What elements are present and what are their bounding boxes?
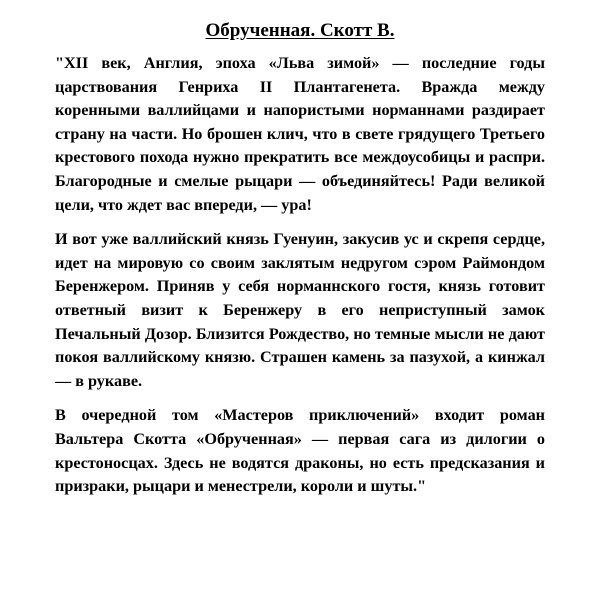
paragraph-3: В очередной том «Мастеров приключений» входит роман Вальтера Скотта «Обрученная» — первая сага из дилогии о крестоносцах. Здесь не водятся драконы, но есть предсказания и призраки, рыцари и менестрели, короли и шуты." [55, 406, 545, 496]
paragraph-2: И вот уже валлийский князь Гуенуин, закусив ус и скрепя сердце, идет на мировую со своим заклятым недругом сэром Раймондом Беренжером. Приняв у себя норманнского гостя, князь готовит ответный визит к Беренжеру в его неприступный замок Печальный Дозор. Близится Рождество, но темные мысли не дают покоя валлийскому князю. Страшен камень за пазухой, а кинжал — в рукаве. [55, 230, 545, 390]
document-title: Обрученная. Скотт В. [205, 20, 395, 41]
paragraph-1: "XII век, Англия, эпоха «Льва зимой» — последние годы царствования Генриха II Плантагенета. Вражда между коренными валлийцами и напористыми норманнами раздирает страну на части. Но брошен клич, что в свете грядущего Третьего крестового похода нужно прекратить все междоусобицы и распри. Благородные и смелые рыцари — объединяйтесь! Ради великой цели, что ждет вас впереди, — ура! [55, 54, 545, 214]
document-page [55, 18, 545, 510]
